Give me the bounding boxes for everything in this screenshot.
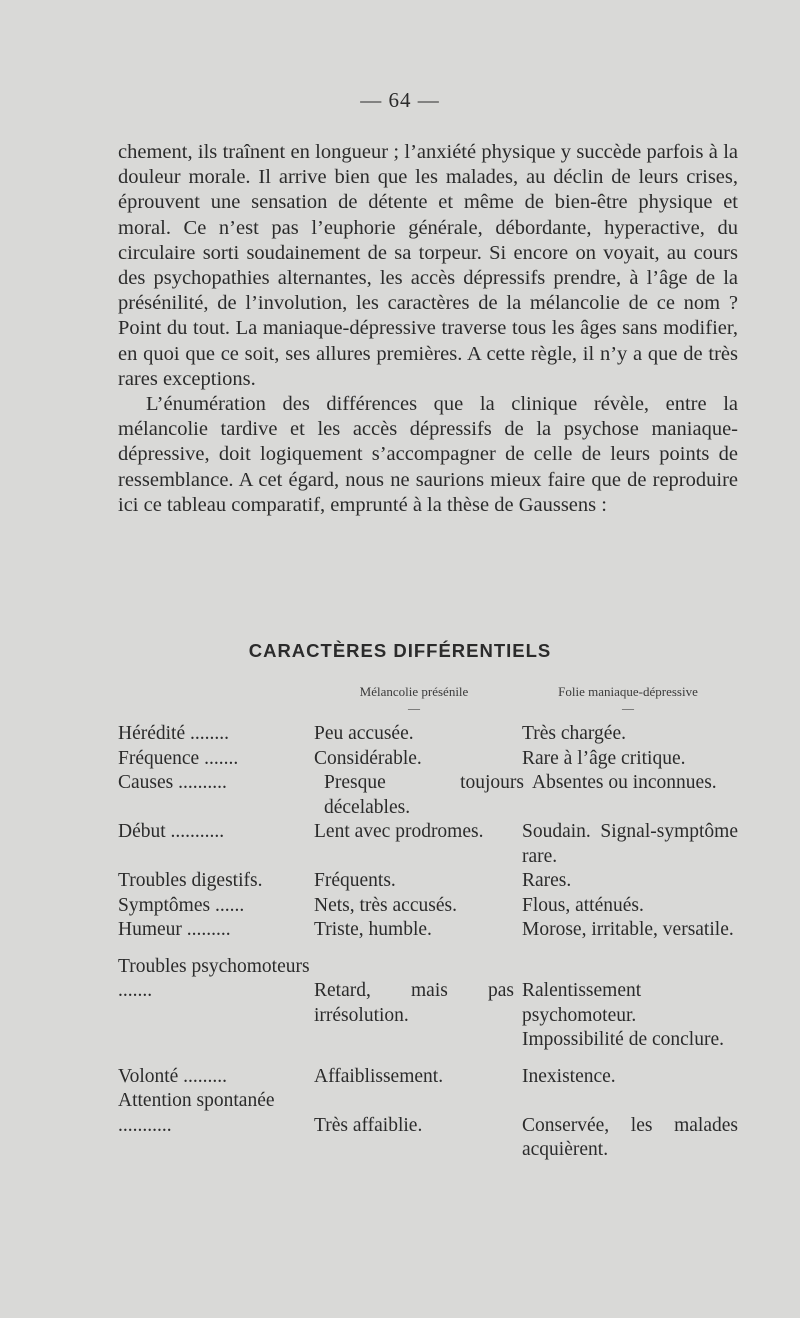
table-row — [118, 918, 740, 943]
row-value-manic: Rare à l’âge critique. — [522, 747, 686, 769]
row-label: Attention spontanée ........... — [118, 1090, 275, 1136]
body-text — [118, 140, 738, 518]
row-label: Causes .......... — [118, 772, 227, 793]
row-value-manic: Absentes ou inconnues. — [532, 772, 717, 793]
table-row — [118, 955, 740, 1053]
row-value-presenile: Très affaiblie. — [314, 1114, 423, 1136]
row-value-presenile: Presque toujours décelables. — [324, 772, 524, 818]
column-header-dash: — — [408, 701, 420, 715]
row-value-presenile: Retard, mais pas irrésolution. — [314, 980, 514, 1026]
comparison-table — [118, 722, 740, 1163]
row-value-manic: Soudain. Signal-symptôme rare. — [522, 821, 738, 867]
table-row — [118, 722, 740, 747]
column-header-presenile — [314, 684, 514, 714]
row-value-presenile: Peu accusée. — [314, 723, 414, 744]
row-label: Troubles psychomoteurs ....... — [118, 955, 310, 1001]
row-value-manic: Ralentissement psychomoteur. Impossibilité de conclure. — [522, 980, 724, 1050]
table-row — [118, 747, 740, 772]
row-value-manic: Très chargée. — [522, 723, 626, 744]
row-label: Symptômes ...... — [118, 894, 245, 916]
row-value-presenile: Considérable. — [314, 747, 422, 769]
row-value-presenile: Lent avec prodromes. — [314, 821, 484, 842]
row-label: Fréquence ....... — [118, 747, 239, 769]
row-value-presenile: Triste, humble. — [314, 919, 432, 940]
table-title: CARACTÈRES DIFFÉRENTIELS — [248, 640, 552, 661]
table-row — [118, 1065, 740, 1090]
row-spacer — [118, 943, 740, 955]
row-value-manic: Morose, irritable, versatile. — [522, 919, 734, 940]
paragraph-1: chement, ils traînent en longueur ; l’anxiété physique y succède parfois à la douleur morale. Il arrive bien que les malades, au déclin de leurs crises, éprouvent une sensation de détente et même de bien-être physique et moral. Ce n’est pas l’euphorie générale, débordante, hyperactive, du circulaire sorti soudainement de sa torpeur. Si encore on voyait, au cours des psychopathies alternantes, les accès dépressifs prendre, à l’âge de la présénilité, de l’involution, les caractères de la mélancolie de ce nom ? Point du tout. La maniaque-dépressive traverse tous les âges sans modifier, en quoi que ce soit, ses allures premières. A cette règle, il n’y a que de très rares exceptions. — [118, 141, 738, 390]
column-header-presenile-label: Mélancolie présénile — [359, 684, 469, 699]
column-header-dash: — — [622, 701, 634, 715]
paragraph-2: L’énumération des différences que la clinique révèle, entre la mélancolie tardive et les accès dépressifs de la psychose maniaque-dépressive, doit logiquement s’accompagner de celle de leurs points de ressemblance. A cet égard, nous ne saurions mieux faire que de reproduire ici ce tableau comparatif, emprunté à la thèse de Gaussens : — [118, 393, 738, 516]
page-number: — 64 — — [360, 88, 440, 112]
row-label: Volonté ......... — [118, 1065, 228, 1087]
row-value-presenile: Fréquents. — [314, 870, 396, 891]
row-value-manic: Inexistence. — [522, 1065, 616, 1087]
row-spacer — [118, 1053, 740, 1065]
row-value-presenile: Affaiblissement. — [314, 1065, 444, 1087]
row-value-manic: Conservée, les malades acquièrent. — [522, 1114, 738, 1160]
row-label: Début ........... — [118, 821, 225, 842]
row-label: Hérédité ........ — [118, 723, 230, 744]
column-header-manic — [516, 684, 740, 714]
table-row — [118, 771, 740, 820]
row-value-presenile: Nets, très accusés. — [314, 894, 457, 916]
table-row — [118, 869, 740, 894]
table-row — [118, 820, 740, 869]
row-value-manic: Flous, atténués. — [522, 894, 644, 916]
column-header-manic-label: Folie maniaque-dépressive — [558, 684, 698, 699]
row-label: Humeur ......... — [118, 919, 231, 940]
row-label: Troubles digestifs. — [118, 870, 263, 891]
table-row — [118, 1089, 740, 1163]
table-row — [118, 894, 740, 919]
row-value-manic: Rares. — [522, 870, 572, 891]
